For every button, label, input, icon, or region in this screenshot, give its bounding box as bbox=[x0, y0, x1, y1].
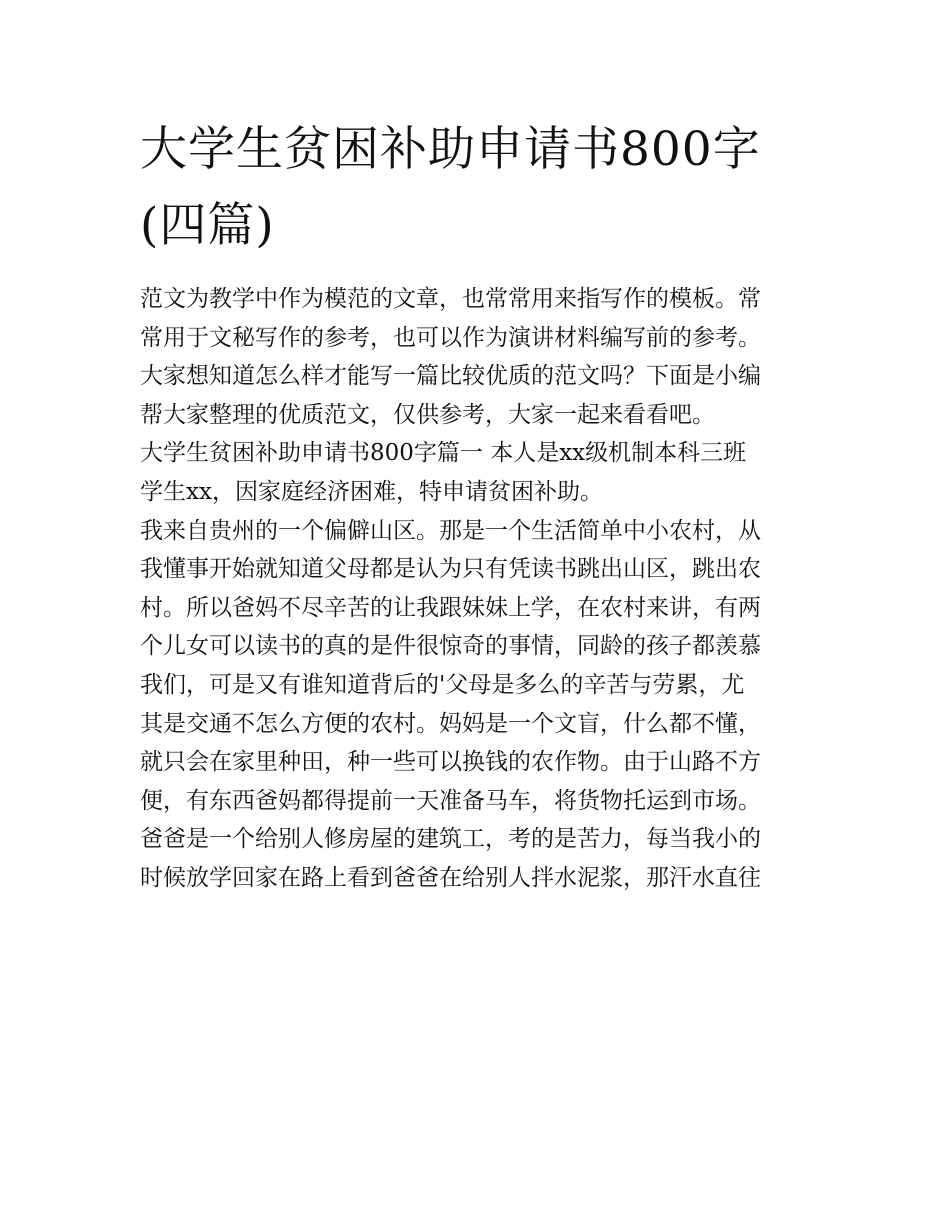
text-line: 爸爸是一个给别人修房屋的建筑工，考的是苦力，每当我小的 bbox=[140, 826, 761, 853]
text-line: 常用于文秘写作的参考，也可以作为演讲材料编写前的参考。 bbox=[140, 324, 761, 351]
text-line: 帮大家整理的优质范文，仅供参考，大家一起来看看吧。 bbox=[140, 401, 715, 428]
text-line: 我们，可是又有谁知道背后的'父母是多么的辛苦与劳累，尤 bbox=[140, 671, 745, 698]
text-line: 范文为教学中作为模范的文章，也常常用来指写作的模板。常 bbox=[140, 286, 761, 312]
text-line: 村。所以爸妈不尽辛苦的让我跟妹妹上学，在农村来讲，有两 bbox=[140, 594, 761, 621]
text-line: 便，有东西爸妈都得提前一天准备马车，将货物托运到市场。 bbox=[140, 787, 761, 814]
text-line: 大家想知道怎么样才能写一篇比较优质的范文吗？下面是小编 bbox=[140, 363, 761, 390]
story-paragraph bbox=[140, 512, 830, 898]
text-line: 其是交通不怎么方便的农村。妈妈是一个文盲，什么都不懂， bbox=[140, 710, 761, 737]
document-body bbox=[140, 280, 830, 898]
text-line: 学生xx，因家庭经济困难，特申请贫困补助。 bbox=[140, 478, 603, 505]
text-line: 大学生贫困补助申请书800字篇一 本人是xx级机制本科三班 bbox=[140, 440, 747, 467]
title-line: 大学生贫困补助申请书800字 bbox=[140, 122, 761, 177]
heading-paragraph bbox=[140, 434, 830, 511]
text-line: 个儿女可以读书的真的是件很惊奇的事情，同龄的孩子都羡慕 bbox=[140, 633, 761, 660]
intro-paragraph bbox=[140, 280, 830, 434]
text-line: 就只会在家里种田，种一些可以换钱的农作物。由于山路不方 bbox=[140, 749, 761, 776]
title-line: (四篇) bbox=[140, 198, 275, 253]
document-title bbox=[140, 112, 820, 264]
text-line: 时候放学回家在路上看到爸爸在给别人拌水泥浆，那汗水直往 bbox=[140, 864, 761, 891]
text-line: 我来自贵州的一个偏僻山区。那是一个生活简单中小农村，从 bbox=[140, 517, 761, 544]
text-line: 我懂事开始就知道父母都是认为只有凭读书跳出山区，跳出农 bbox=[140, 556, 761, 583]
